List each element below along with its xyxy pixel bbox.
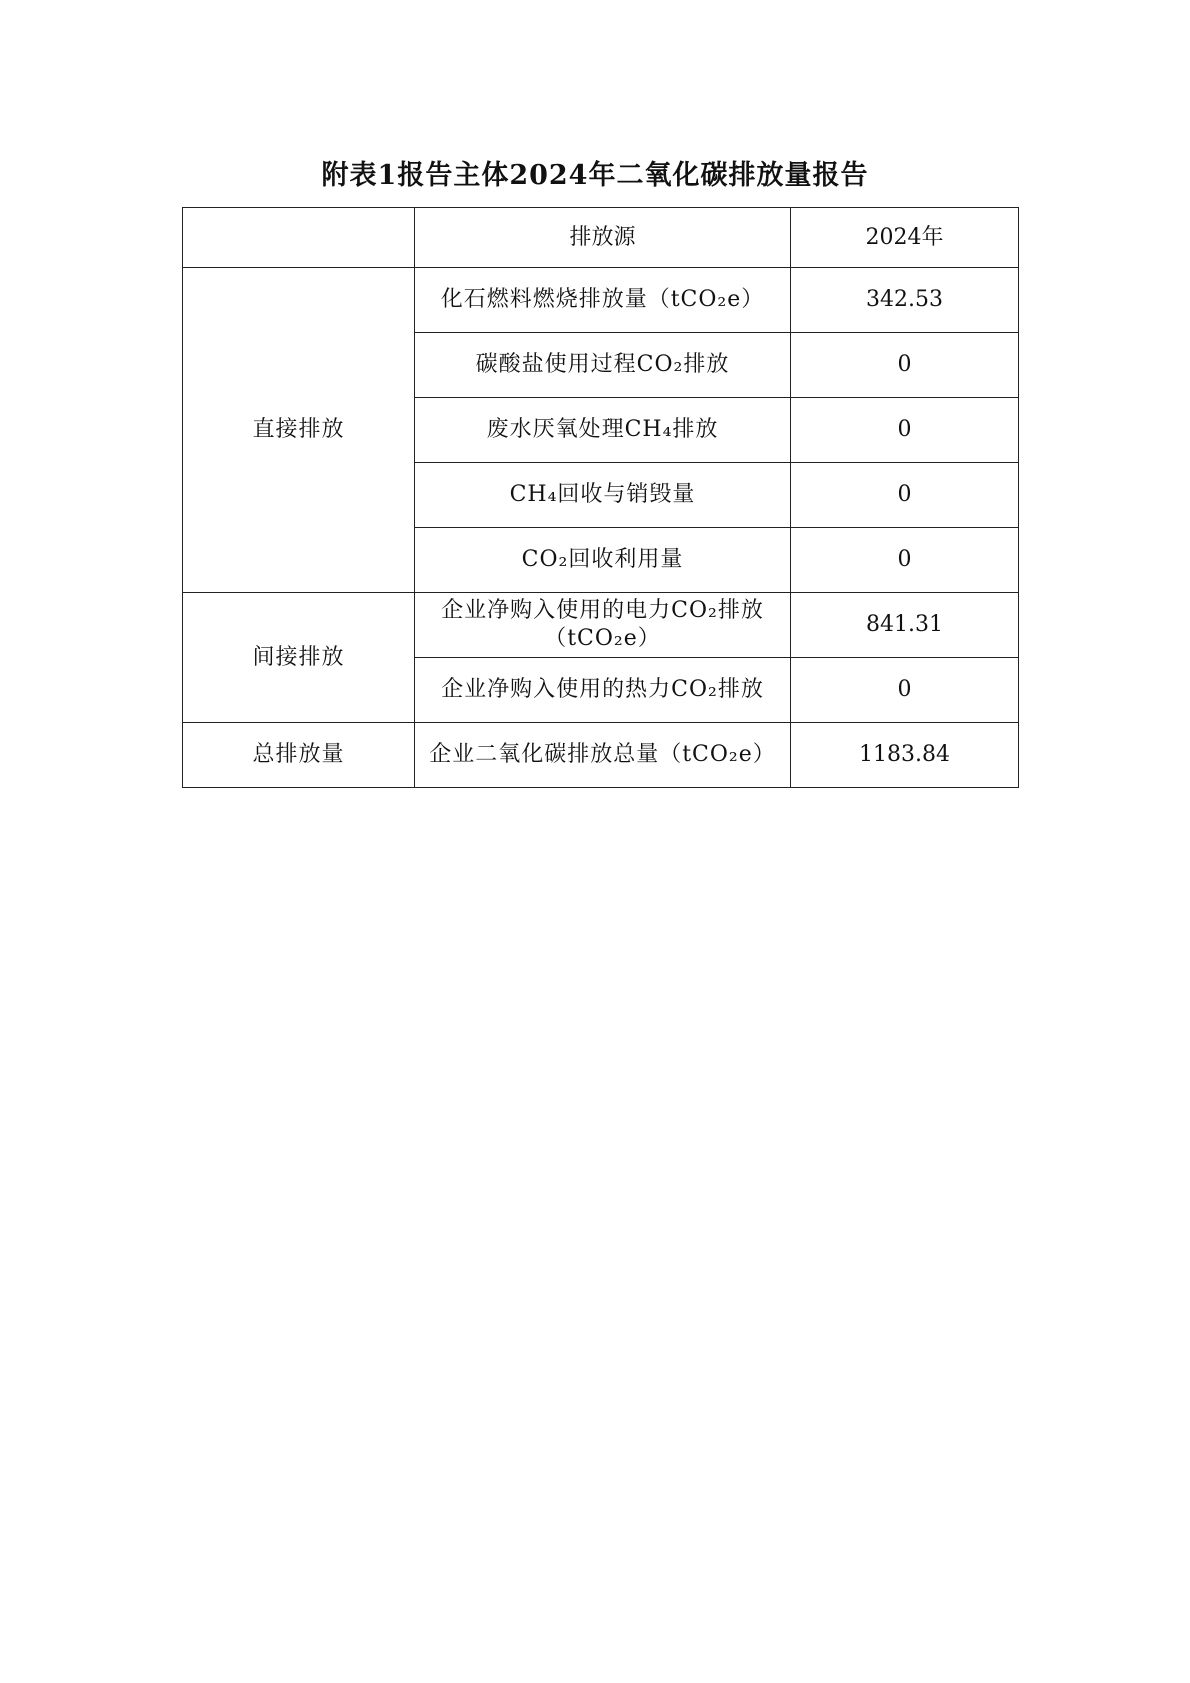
value-cell: 0 [791,658,1019,723]
header-blank-cell [183,208,415,268]
value-cell: 0 [791,398,1019,463]
header-source: 排放源 [415,208,791,268]
category-total-emissions: 总排放量 [183,723,415,788]
table-row [183,268,1019,333]
source-cell: 企业二氧化碳排放总量（tCO₂e） [415,723,791,788]
category-direct-emissions: 直接排放 [183,268,415,593]
table-row [183,723,1019,788]
value-cell: 841.31 [791,593,1019,658]
table-header-row [183,208,1019,268]
category-indirect-emissions: 间接排放 [183,593,415,723]
emissions-table [182,207,1019,788]
source-cell: 碳酸盐使用过程CO₂排放 [415,333,791,398]
source-cell: 化石燃料燃烧排放量（tCO₂e） [415,268,791,333]
page-title: 附表1报告主体2024年二氧化碳排放量报告 [321,160,869,191]
source-cell: 企业净购入使用的热力CO₂排放 [415,658,791,723]
table-row [183,593,1019,658]
value-cell: 0 [791,333,1019,398]
header-year: 2024年 [791,208,1019,268]
value-cell: 0 [791,463,1019,528]
value-cell: 1183.84 [791,723,1019,788]
value-cell: 342.53 [791,268,1019,333]
source-cell: CH₄回收与销毁量 [415,463,791,528]
source-cell: CO₂回收利用量 [415,528,791,593]
source-cell: 废水厌氧处理CH₄排放 [415,398,791,463]
source-cell: 企业净购入使用的电力CO₂排放（tCO₂e） [415,593,791,658]
value-cell: 0 [791,528,1019,593]
